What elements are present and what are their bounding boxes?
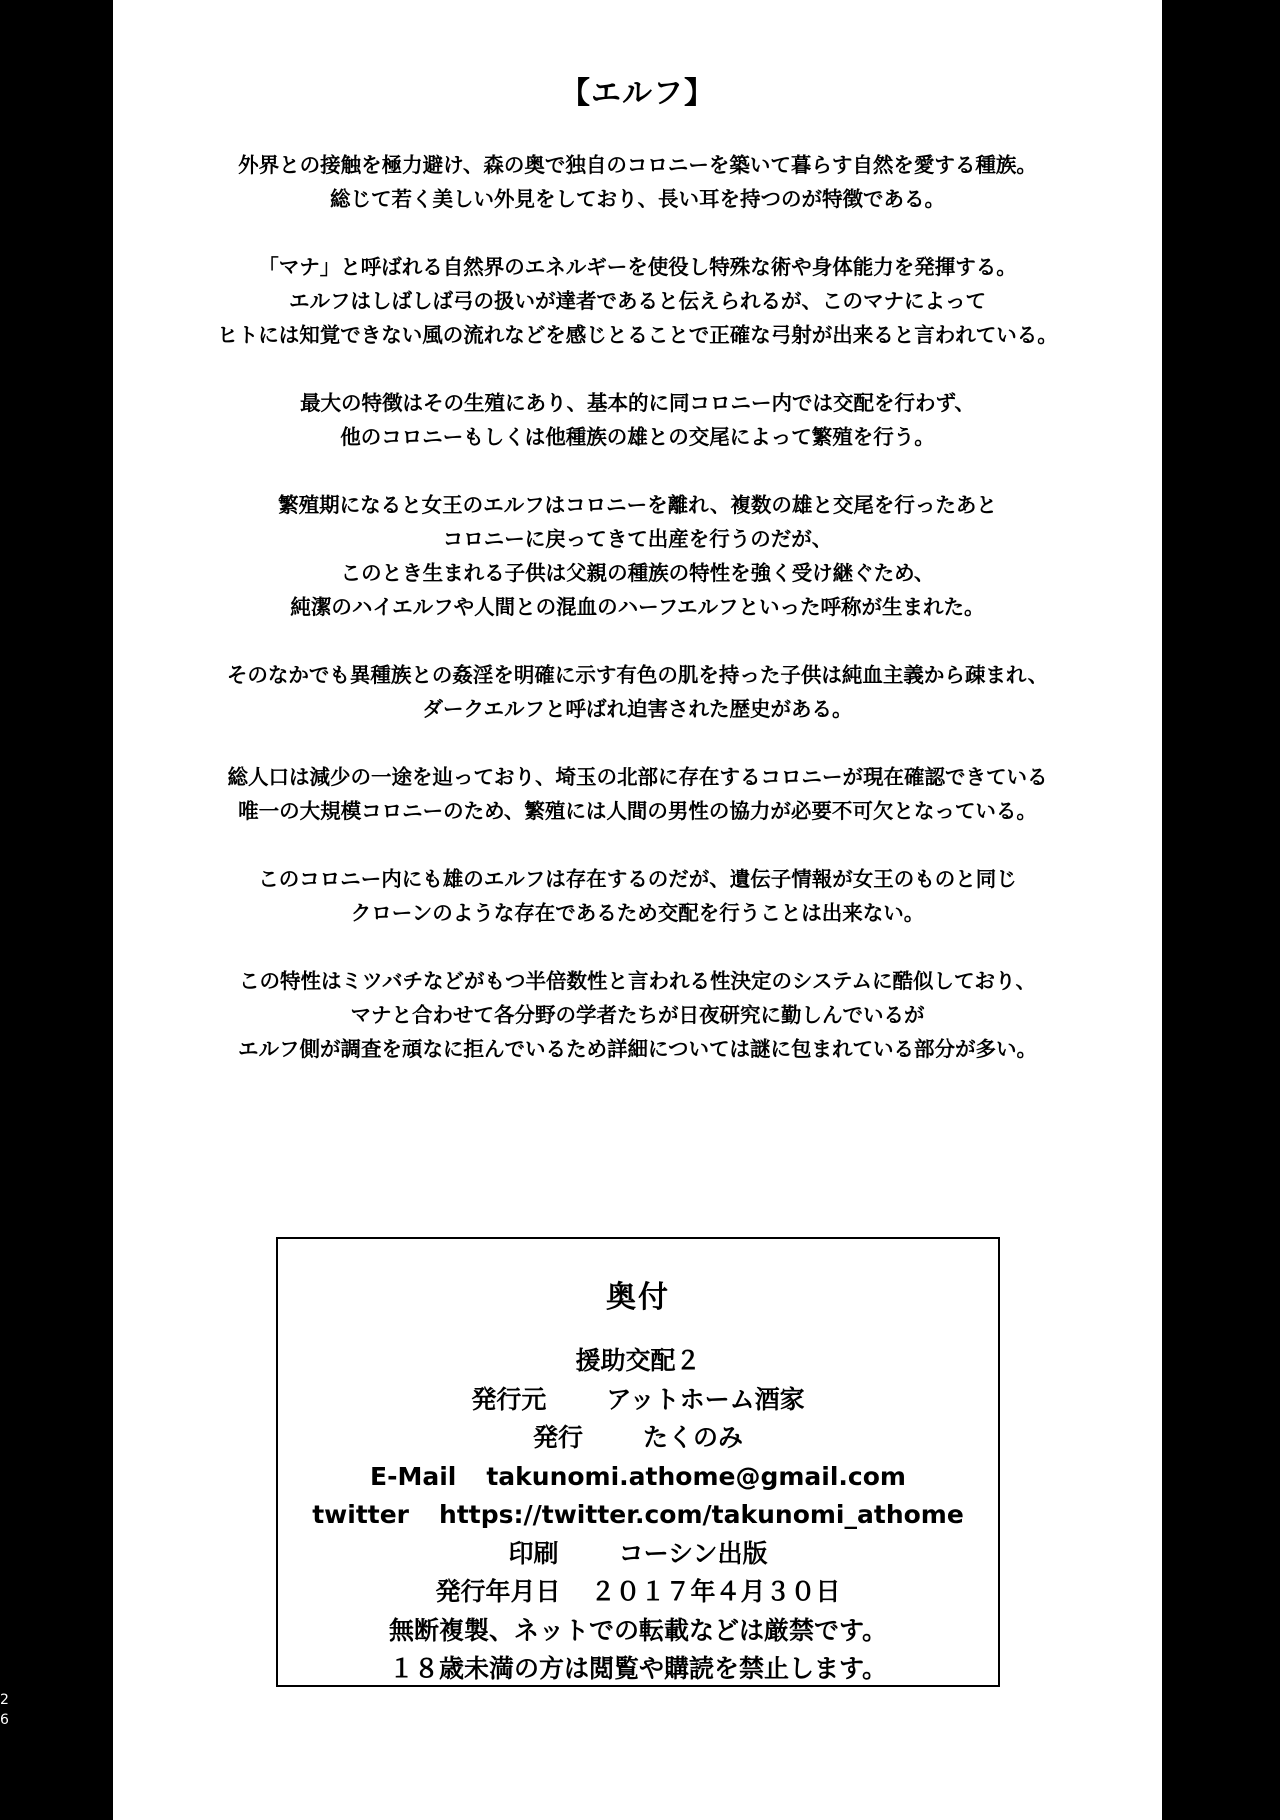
notice-line: 無断複製、ネットでの転載などは厳禁です。 bbox=[388, 1615, 887, 1645]
twitter-label: twitter bbox=[312, 1500, 410, 1529]
email-label: E-Mail bbox=[370, 1461, 457, 1491]
colophon-title: 奥付 bbox=[606, 1280, 670, 1315]
text-line: この特性はミツバチなどがもつ半倍数性と言われる性決定のシステムに酷似しており、 bbox=[238, 969, 1037, 993]
twitter-row bbox=[278, 1496, 998, 1535]
email-row bbox=[278, 1458, 998, 1497]
text-line: 繁殖期になると女王のエルフはコロニーを離れ、複数の雄と交尾を行ったあと bbox=[278, 493, 997, 517]
body-text bbox=[113, 148, 1162, 1100]
text-line: 他のコロニーもしくは他種族の雄との交尾によって繁殖を行う。 bbox=[340, 425, 935, 449]
text-line: 総人口は減少の一途を辿っており、埼玉の北部に存在するコロニーが現在確認できている bbox=[227, 765, 1048, 789]
text-line: そのなかでも異種族との姦淫を明確に示す有色の肌を持った子供は純血主義から疎まれ、 bbox=[226, 663, 1049, 687]
text-line: エルフはしばしば弓の扱いが達者であると伝えられるが、このマナによって bbox=[289, 289, 986, 313]
date-value: ２０１７年４月３０日 bbox=[590, 1577, 841, 1606]
issuer-row bbox=[278, 1419, 998, 1458]
printer-label: 印刷 bbox=[508, 1538, 559, 1568]
text-line: クローンのような存在であるため交配を行うことは出来ない。 bbox=[350, 901, 925, 925]
date-row bbox=[278, 1573, 998, 1612]
text-line: 最大の特徴はその生殖にあり、基本的に同コロニー内では交配を行わず、 bbox=[300, 391, 975, 415]
twitter-value: https://twitter.com/takunomi_athome bbox=[439, 1500, 964, 1529]
paragraph bbox=[113, 250, 1162, 352]
text-line: ヒトには知覚できない風の流れなどを感じとることで正確な弓射が出来ると言われている。 bbox=[217, 323, 1058, 347]
page-heading: 【エルフ】 bbox=[560, 76, 715, 111]
document-page bbox=[113, 0, 1162, 1820]
publisher-value: アットホーム酒家 bbox=[606, 1384, 805, 1414]
text-line: 唯一の大規模コロニーのため、繁殖には人間の男性の協力が必要不可欠となっている。 bbox=[238, 799, 1037, 823]
paragraph bbox=[113, 386, 1162, 454]
text-line: 純潔のハイエルフや人間との混血のハーフエルフといった呼称が生まれた。 bbox=[290, 595, 985, 619]
printer-row bbox=[278, 1535, 998, 1574]
paragraph bbox=[113, 862, 1162, 930]
text-line: コロニーに戻ってきて出産を行うのだが、 bbox=[442, 527, 833, 551]
date-label: 発行年月日 bbox=[435, 1577, 561, 1606]
issuer-label: 発行 bbox=[532, 1423, 583, 1452]
text-line: 「マナ」と呼ばれる自然界のエネルギーを使役し特殊な術や身体能力を発揮する。 bbox=[258, 255, 1017, 279]
page-number: 2 6 bbox=[0, 1692, 9, 1728]
text-line: このコロニー内にも雄のエルフは存在するのだが、遺伝子情報が女王のものと同じ bbox=[258, 867, 1017, 891]
text-line: このとき生まれる子供は父親の種族の特性を強く受け継ぐため、 bbox=[340, 561, 935, 585]
publisher-row bbox=[278, 1381, 998, 1420]
paragraph bbox=[113, 488, 1162, 624]
text-line: エルフ側が調査を頑なに拒んでいるため詳細については謎に包まれている部分が多い。 bbox=[237, 1037, 1038, 1061]
issuer-value: たくのみ bbox=[643, 1423, 744, 1452]
text-line: マナと合わせて各分野の学者たちが日夜研究に勤しんでいるが bbox=[350, 1003, 925, 1027]
publisher-label: 発行元 bbox=[471, 1384, 547, 1414]
text-line: ダークエルフと呼ばれ迫害された歴史がある。 bbox=[422, 697, 853, 721]
paragraph bbox=[113, 658, 1162, 726]
text-line: 外界との接触を極力避け、森の奥で独自のコロニーを築いて暮らす自然を愛する種族。 bbox=[238, 153, 1037, 177]
book-title: 援助交配２ bbox=[575, 1346, 701, 1375]
printer-value: コーシン出版 bbox=[618, 1538, 768, 1568]
paragraph bbox=[113, 964, 1162, 1066]
text-line: 総じて若く美しい外見をしており、長い耳を持つのが特徴である。 bbox=[330, 187, 945, 211]
notice-line: １８歳未満の方は閲覧や購読を禁止します。 bbox=[388, 1654, 887, 1683]
paragraph bbox=[113, 760, 1162, 828]
email-value: takunomi.athome@gmail.com bbox=[486, 1461, 906, 1491]
colophon-details bbox=[278, 1342, 998, 1689]
paragraph bbox=[113, 148, 1162, 216]
colophon-box bbox=[276, 1237, 1000, 1687]
